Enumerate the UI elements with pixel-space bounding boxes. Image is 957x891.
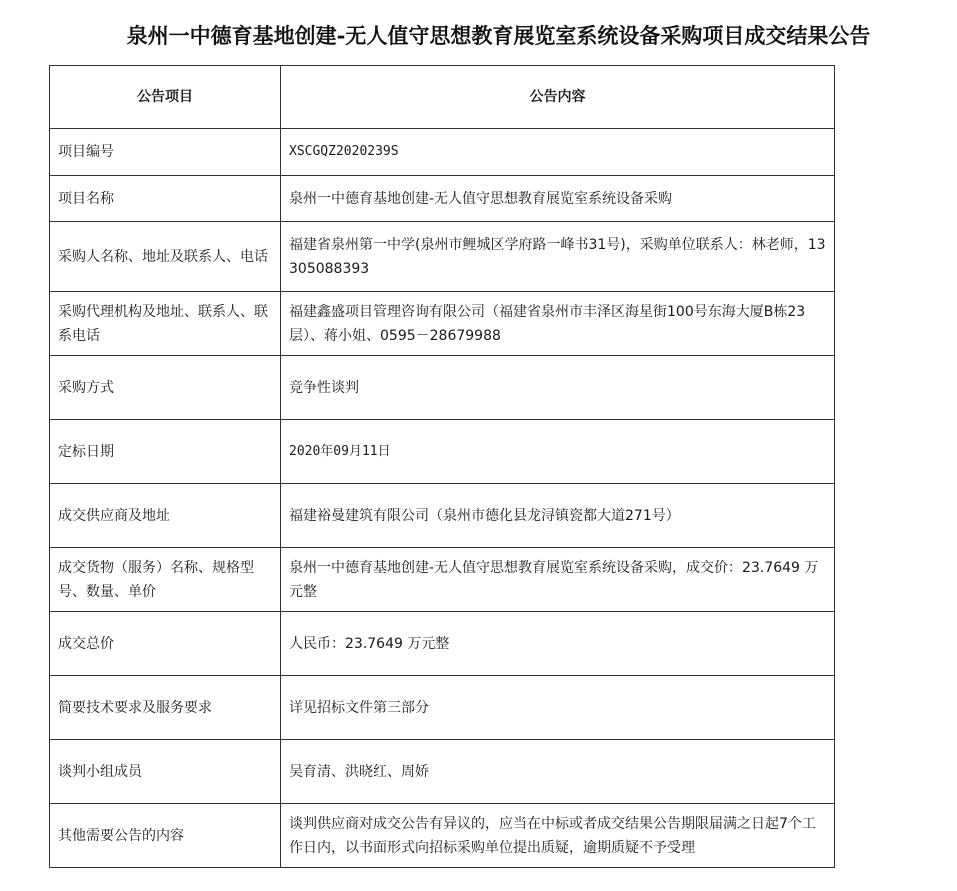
row-value: 福建鑫盛项目管理咨询有限公司（福建省泉州市丰泽区海星街100号东海大厦B栋23层）、蒋小姐、0595－28679988 bbox=[281, 292, 835, 356]
page-title: 泉州一中德育基地创建-无人值守思想教育展览室系统设备采购项目成交结果公告 bbox=[126, 23, 871, 48]
row-label: 谈判小组成员 bbox=[50, 740, 281, 804]
row-value: 竞争性谈判 bbox=[281, 356, 835, 420]
row-label: 采购方式 bbox=[50, 356, 281, 420]
row-label: 成交货物（服务）名称、规格型号、数量、单价 bbox=[50, 548, 281, 612]
table-row bbox=[50, 740, 835, 804]
table-row bbox=[50, 129, 835, 176]
table-row bbox=[50, 804, 835, 868]
row-label: 项目编号 bbox=[50, 129, 281, 176]
row-label: 简要技术要求及服务要求 bbox=[50, 676, 281, 740]
table-row bbox=[50, 356, 835, 420]
row-value: 吴育清、洪晓红、周娇 bbox=[281, 740, 835, 804]
table-row bbox=[50, 612, 835, 676]
row-label: 采购代理机构及地址、联系人、联系电话 bbox=[50, 292, 281, 356]
row-label: 采购人名称、地址及联系人、电话 bbox=[50, 222, 281, 292]
table-row bbox=[50, 292, 835, 356]
row-label: 定标日期 bbox=[50, 420, 281, 484]
row-value: 泉州一中德育基地创建-无人值守思想教育展览室系统设备采购，成交价：23.7649 万元整 bbox=[281, 548, 835, 612]
row-value: 谈判供应商对成交公告有异议的，应当在中标或者成交结果公告期限届满之日起7个工作日内，以书面形式向招标采购单位提出质疑，逾期质疑不予受理 bbox=[281, 804, 835, 868]
row-value: 详见招标文件第三部分 bbox=[281, 676, 835, 740]
column-header-item: 公告项目 bbox=[50, 66, 281, 129]
table-row bbox=[50, 420, 835, 484]
table-row bbox=[50, 484, 835, 548]
table-row bbox=[50, 676, 835, 740]
row-value: 福建裕曼建筑有限公司（泉州市德化县龙浔镇瓷都大道271号） bbox=[281, 484, 835, 548]
notice-table bbox=[49, 65, 835, 868]
row-label: 成交供应商及地址 bbox=[50, 484, 281, 548]
row-label: 成交总价 bbox=[50, 612, 281, 676]
table-row bbox=[50, 548, 835, 612]
row-value: XSCGQZ2020239S bbox=[281, 129, 835, 176]
row-value: 2020年09月11日 bbox=[281, 420, 835, 484]
table-row bbox=[50, 176, 835, 222]
table-header-row bbox=[50, 66, 835, 129]
row-label: 项目名称 bbox=[50, 176, 281, 222]
table-row bbox=[50, 222, 835, 292]
row-value: 泉州一中德育基地创建-无人值守思想教育展览室系统设备采购 bbox=[281, 176, 835, 222]
row-value: 人民币：23.7649 万元整 bbox=[281, 612, 835, 676]
column-header-content: 公告内容 bbox=[281, 66, 835, 129]
row-label: 其他需要公告的内容 bbox=[50, 804, 281, 868]
row-value: 福建省泉州第一中学(泉州市鲤城区学府路一峰书31号)，采购单位联系人：林老师，13305088393 bbox=[281, 222, 835, 292]
